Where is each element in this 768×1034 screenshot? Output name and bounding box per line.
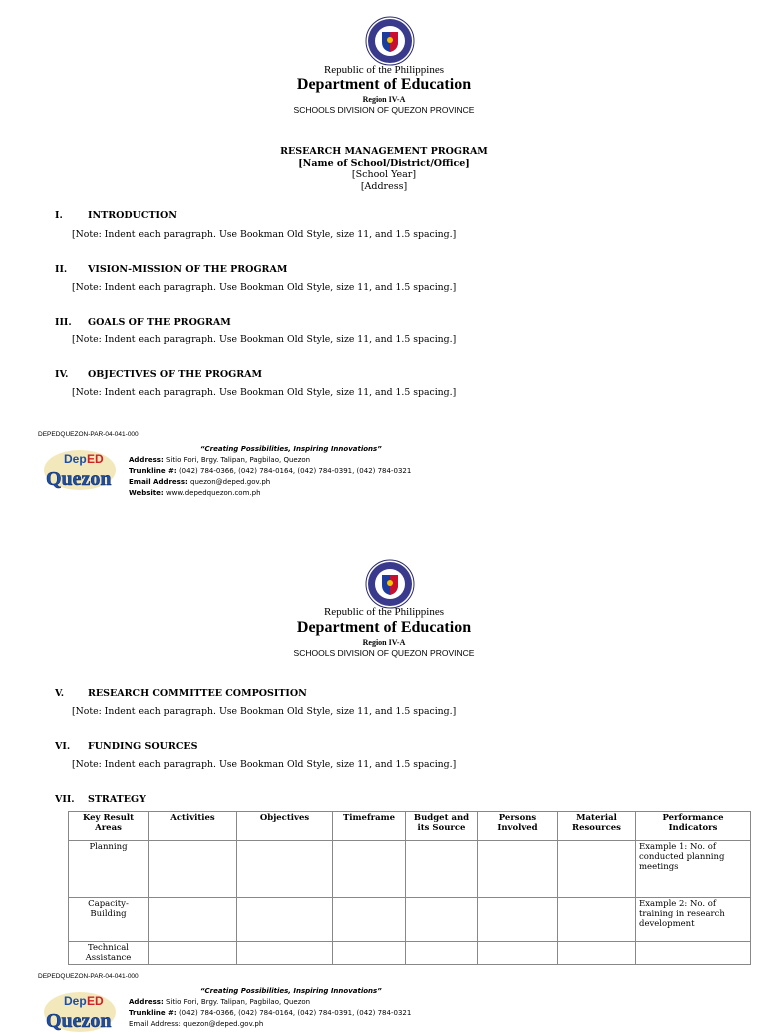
section-note: [Note: Indent each paragraph. Use Bookman Old Style, size 11, and 1.5 spacing.] [72, 229, 457, 240]
department-title: Department of Education [296, 619, 472, 636]
section-heading: IV. OBJECTIVES OF THE PROGRAM [55, 369, 263, 380]
indicator-cell: Example 1: No. of conducted planning meetings [636, 841, 751, 898]
website-link[interactable]: www.depedquezon.com.ph [165, 489, 261, 497]
document-code: DEPEDQUEZON-PAR-04-041-000 [38, 431, 139, 438]
column-header: Material Resources [558, 812, 636, 841]
deped-quezon-logo-icon [42, 988, 118, 1034]
kra-cell: Technical Assistance [69, 942, 149, 965]
republic-text: Republic of the Philippines [323, 606, 445, 618]
region-text: Region IV-A [362, 95, 406, 104]
section-note: [Note: Indent each paragraph. Use Bookman Old Style, size 11, and 1.5 spacing.] [72, 706, 457, 717]
column-header: Persons Involved [478, 812, 558, 841]
region-text: Region IV-A [362, 638, 406, 647]
svg-text:ED: ED [87, 452, 104, 466]
column-header: Timeframe [333, 812, 406, 841]
section-heading: VII. STRATEGY [55, 794, 146, 805]
section-heading: III. GOALS OF THE PROGRAM [55, 317, 231, 328]
column-header: Objectives [237, 812, 333, 841]
motto-text: “Creating Possibilities, Inspiring Innovations” [200, 987, 382, 995]
kra-cell: Capacity-Building [69, 898, 149, 942]
section-heading: II. VISION-MISSION OF THE PROGRAM [55, 264, 288, 275]
section-note: [Note: Indent each paragraph. Use Bookman Old Style, size 11, and 1.5 spacing.] [72, 334, 457, 345]
section-heading: V. RESEARCH COMMITTEE COMPOSITION [55, 688, 307, 699]
table-row [69, 898, 751, 942]
table-row [69, 841, 751, 898]
svg-text:Dep: Dep [64, 994, 87, 1008]
table-header-row [69, 812, 751, 841]
document-code: DEPEDQUEZON-PAR-04-041-000 [38, 973, 139, 980]
column-header: Key Result Areas [69, 812, 149, 841]
contact-block: Address: Sitio Fori, Brgy. Talipan, Pagbilao, Quezon Trunkline #: (042) 784-0366, (042) 784-0164, (042) 784-0391, (042) 784-0321 Email Address: quezon@deped.gov.ph Website: www.depedquezon.com.ph [129, 456, 412, 497]
svg-text:Quezon: Quezon [46, 1010, 112, 1032]
program-title: RESEARCH MANAGEMENT PROGRAM [280, 146, 488, 157]
deped-seal-icon [365, 16, 415, 66]
division-text: SCHOOLS DIVISION OF QUEZON PROVINCE [293, 648, 475, 658]
svg-text:ED: ED [87, 994, 104, 1008]
division-text: SCHOOLS DIVISION OF QUEZON PROVINCE [293, 105, 475, 115]
table-row [69, 942, 751, 965]
indicator-cell [636, 942, 751, 965]
section-note: [Note: Indent each paragraph. Use Bookman Old Style, size 11, and 1.5 spacing.] [72, 759, 457, 770]
kra-cell: Planning [69, 841, 149, 898]
deped-seal-icon [365, 559, 415, 609]
section-heading: I. INTRODUCTION [55, 210, 177, 221]
deped-quezon-logo-icon [42, 446, 118, 492]
indicator-cell: Example 2: No. of training in research development [636, 898, 751, 942]
section-note: [Note: Indent each paragraph. Use Bookman Old Style, size 11, and 1.5 spacing.] [72, 387, 457, 398]
svg-text:Quezon: Quezon [46, 468, 112, 490]
school-name: [Name of School/District/Office] [298, 158, 470, 169]
republic-text: Republic of the Philippines [323, 64, 445, 76]
address-placeholder: [Address] [360, 181, 408, 192]
contact-block: Address: Sitio Fori, Brgy. Talipan, Pagbilao, Quezon Trunkline #: (042) 784-0366, (042) 784-0164, (042) 784-0391, (042) 784-0321 Email Address: quezon@deped.gov.ph [129, 998, 412, 1028]
department-title: Department of Education [296, 76, 472, 93]
section-heading: VI. FUNDING SOURCES [55, 741, 198, 752]
column-header: Activities [149, 812, 237, 841]
strategy-table [68, 811, 751, 965]
column-header: Performance Indicators [636, 812, 751, 841]
svg-text:Dep: Dep [64, 452, 87, 466]
column-header: Budget and its Source [406, 812, 478, 841]
motto-text: “Creating Possibilities, Inspiring Innovations” [200, 445, 382, 453]
section-note: [Note: Indent each paragraph. Use Bookman Old Style, size 11, and 1.5 spacing.] [72, 282, 457, 293]
school-year: [School Year] [351, 169, 417, 180]
